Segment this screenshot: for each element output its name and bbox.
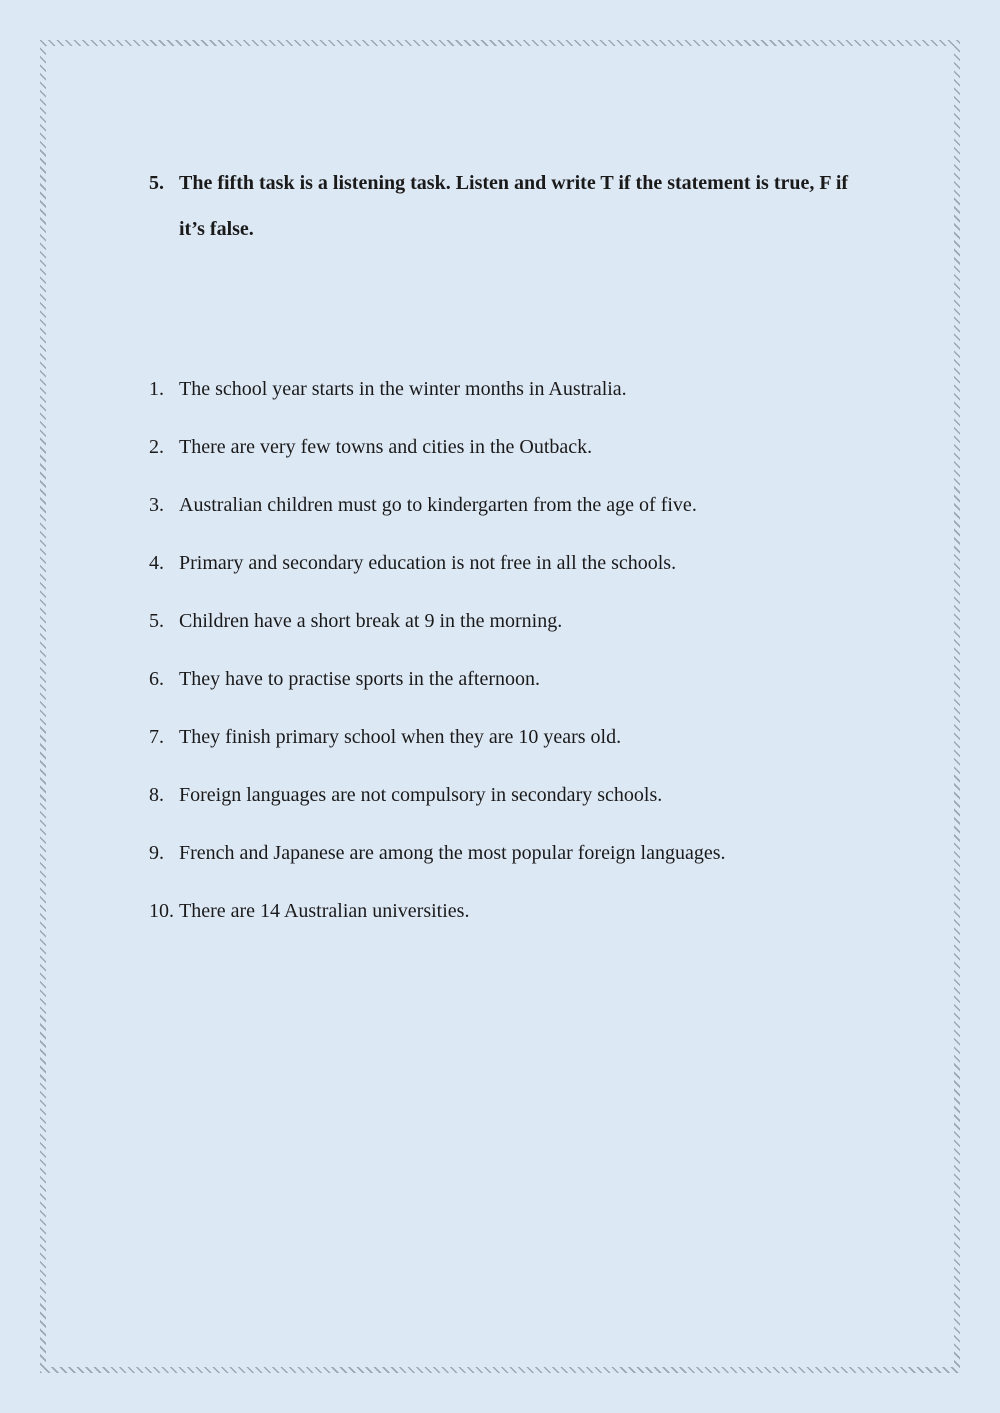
- statement-number: 10.: [149, 900, 174, 922]
- statement-text: They have to practise sports in the afternoon.: [179, 668, 540, 690]
- statement-text: The school year starts in the winter months in Australia.: [179, 378, 627, 400]
- statement-number: 2.: [149, 436, 164, 458]
- statement-text: Primary and secondary education is not free in all the schools.: [179, 552, 677, 574]
- statement-item: [149, 545, 909, 603]
- statement-number: 7.: [149, 726, 164, 748]
- statement-number: 6.: [149, 668, 164, 690]
- statement-item: [149, 487, 909, 545]
- task-heading: [149, 160, 869, 252]
- statement-text: Children have a short break at 9 in the morning.: [179, 610, 563, 632]
- statement-item: [149, 603, 909, 661]
- statement-number: 1.: [149, 378, 164, 400]
- statement-number: 3.: [149, 494, 164, 516]
- statement-text: There are 14 Australian universities.: [179, 900, 470, 922]
- statement-item: [149, 777, 909, 835]
- task-number: 5.: [149, 172, 164, 194]
- statement-item: [149, 371, 909, 429]
- task-instruction: The fifth task is a listening task. Listen and write T if the statement is true, F if it’s false.: [179, 172, 849, 240]
- statement-text: French and Japanese are among the most popular foreign languages.: [179, 842, 726, 864]
- statement-number: 9.: [149, 842, 164, 864]
- statement-item: [149, 893, 909, 951]
- statement-number: 5.: [149, 610, 164, 632]
- statement-number: 4.: [149, 552, 164, 574]
- statement-item: [149, 429, 909, 487]
- statement-item: [149, 835, 909, 893]
- statement-text: Australian children must go to kindergarten from the age of five.: [179, 494, 697, 516]
- statement-item: [149, 661, 909, 719]
- statement-text: They finish primary school when they are 10 years old.: [179, 726, 622, 748]
- statement-item: [149, 719, 909, 777]
- statement-number: 8.: [149, 784, 164, 806]
- statements-list: [149, 371, 909, 951]
- statement-text: Foreign languages are not compulsory in secondary schools.: [179, 784, 663, 806]
- statement-text: There are very few towns and cities in the Outback.: [179, 436, 593, 458]
